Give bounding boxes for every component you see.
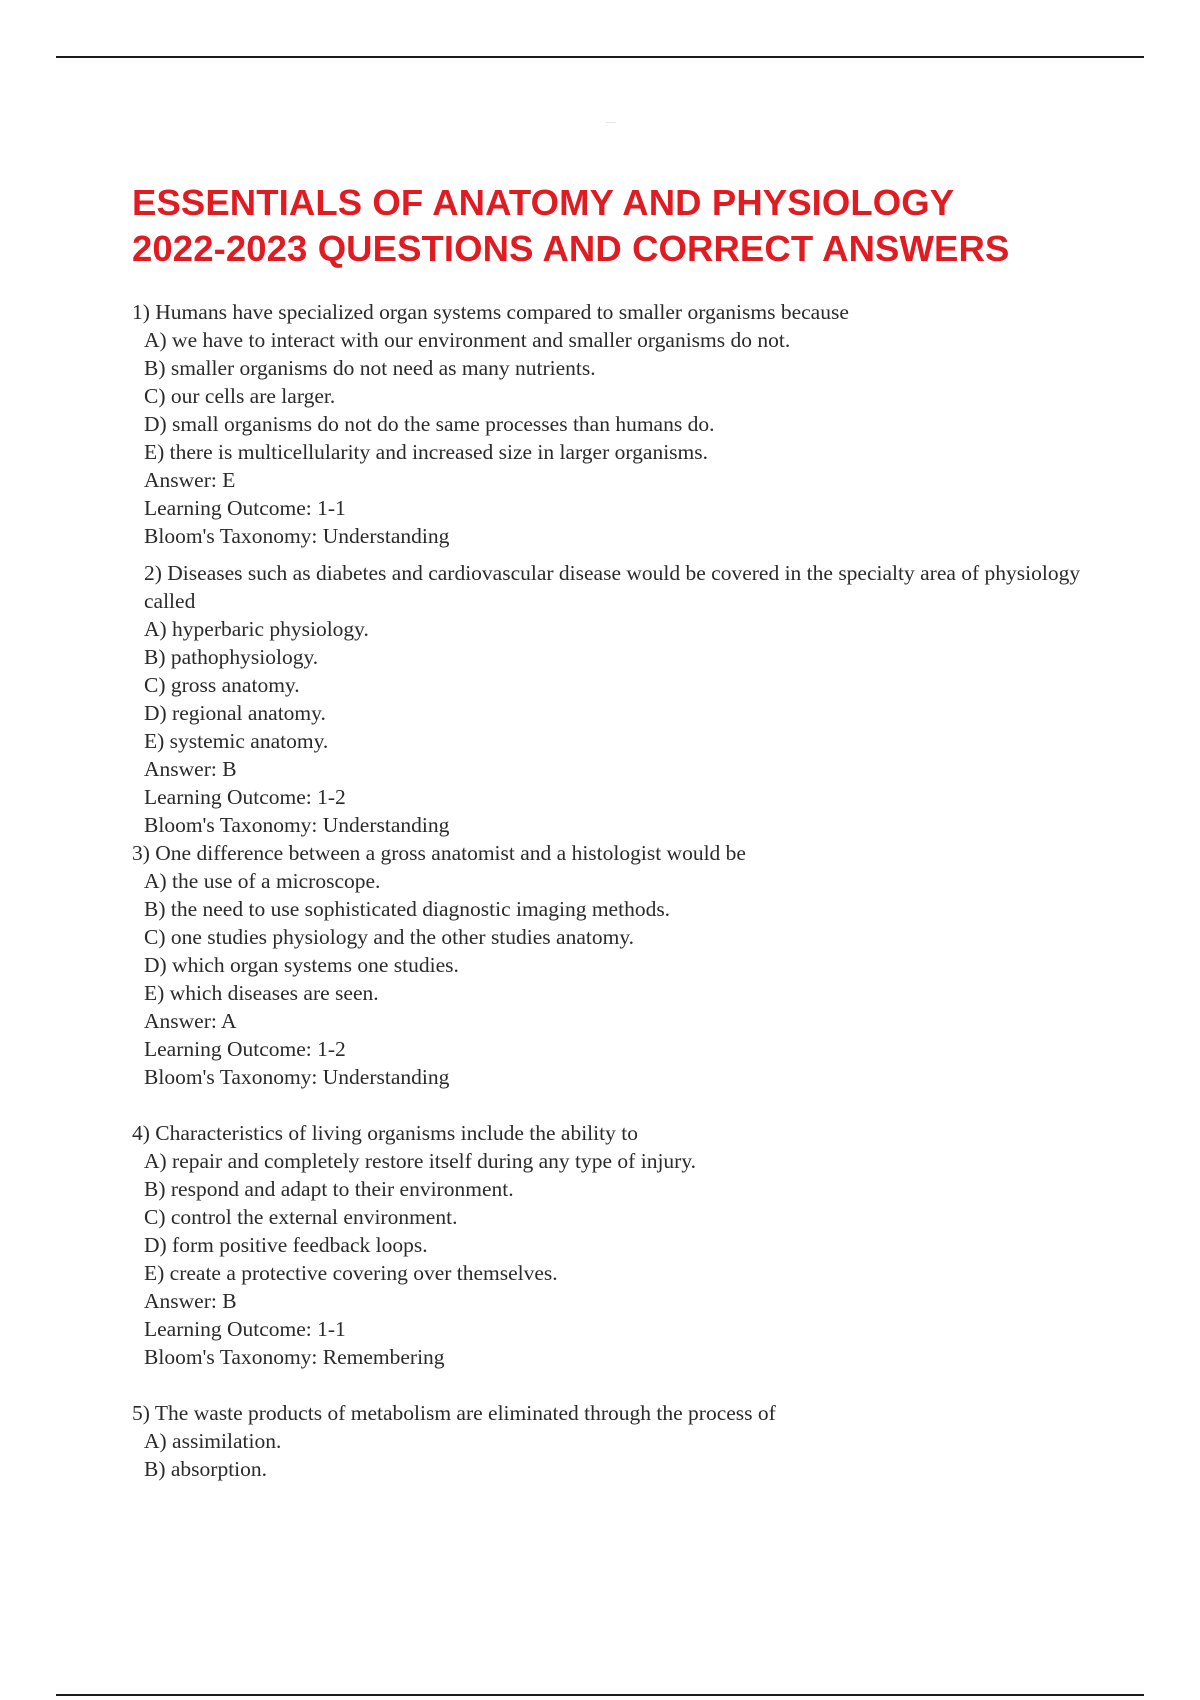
answer: Answer: B xyxy=(144,757,237,781)
option-d: D) form positive feedback loops. xyxy=(144,1233,428,1257)
blooms-taxonomy: Bloom's Taxonomy: Understanding xyxy=(144,1065,450,1089)
question-list xyxy=(132,298,1092,1483)
option-e: E) which diseases are seen. xyxy=(144,981,379,1005)
option-c: C) our cells are larger. xyxy=(144,384,336,408)
title-line-2: 2022-2023 QUESTIONS AND CORRECT ANSWERS xyxy=(132,228,1010,269)
question-5 xyxy=(132,1399,1092,1483)
option-b: B) smaller organisms do not need as many nutrients. xyxy=(144,356,596,380)
option-d: D) regional anatomy. xyxy=(144,701,326,725)
answer: Answer: A xyxy=(144,1009,237,1033)
option-c: C) one studies physiology and the other studies anatomy. xyxy=(144,925,635,949)
option-c: C) gross anatomy. xyxy=(144,673,300,697)
top-rule xyxy=(56,56,1144,58)
option-a: A) we have to interact with our environment and smaller organisms do not. xyxy=(144,328,791,352)
question-text: 5) The waste products of metabolism are eliminated through the process of xyxy=(132,1401,776,1425)
learning-outcome: Learning Outcome: 1-1 xyxy=(144,496,346,520)
question-text: 3) One difference between a gross anatomist and a histologist would be xyxy=(132,841,746,865)
option-d: D) small organisms do not do the same processes than humans do. xyxy=(144,412,715,436)
answer: Answer: B xyxy=(144,1289,237,1313)
question-text: 1) Humans have specialized organ systems compared to smaller organisms because xyxy=(132,300,849,324)
question-text: 4) Characteristics of living organisms include the ability to xyxy=(132,1121,638,1145)
document-title xyxy=(132,180,1112,272)
learning-outcome: Learning Outcome: 1-2 xyxy=(144,1037,346,1061)
option-d: D) which organ systems one studies. xyxy=(144,953,459,977)
option-a: A) repair and completely restore itself during any type of injury. xyxy=(144,1149,697,1173)
header-mark: ------ xyxy=(605,120,617,126)
option-b: B) respond and adapt to their environment. xyxy=(144,1177,514,1201)
option-b: B) the need to use sophisticated diagnostic imaging methods. xyxy=(144,897,671,921)
blooms-taxonomy: Bloom's Taxonomy: Understanding xyxy=(144,813,450,837)
option-e: E) create a protective covering over themselves. xyxy=(144,1261,558,1285)
blooms-taxonomy: Bloom's Taxonomy: Remembering xyxy=(144,1345,445,1369)
option-e: E) systemic anatomy. xyxy=(144,729,329,753)
question-1 xyxy=(132,298,1092,550)
learning-outcome: Learning Outcome: 1-1 xyxy=(144,1317,346,1341)
learning-outcome: Learning Outcome: 1-2 xyxy=(144,785,346,809)
question-text: 2) Diseases such as diabetes and cardiovascular disease would be covered in the specialty area of physiology called xyxy=(144,561,1081,613)
blooms-taxonomy: Bloom's Taxonomy: Understanding xyxy=(144,524,450,548)
option-b: B) absorption. xyxy=(144,1457,268,1481)
option-e: E) there is multicellularity and increased size in larger organisms. xyxy=(144,440,708,464)
answer: Answer: E xyxy=(144,468,236,492)
option-a: A) assimilation. xyxy=(144,1429,282,1453)
question-3 xyxy=(132,839,1092,1091)
option-b: B) pathophysiology. xyxy=(144,645,319,669)
question-4 xyxy=(132,1119,1092,1371)
question-2 xyxy=(132,559,1092,839)
option-c: C) control the external environment. xyxy=(144,1205,458,1229)
title-line-1: ESSENTIALS OF ANATOMY AND PHYSIOLOGY xyxy=(132,182,955,223)
option-a: A) the use of a microscope. xyxy=(144,869,381,893)
option-a: A) hyperbaric physiology. xyxy=(144,617,369,641)
bottom-rule xyxy=(56,1694,1144,1696)
